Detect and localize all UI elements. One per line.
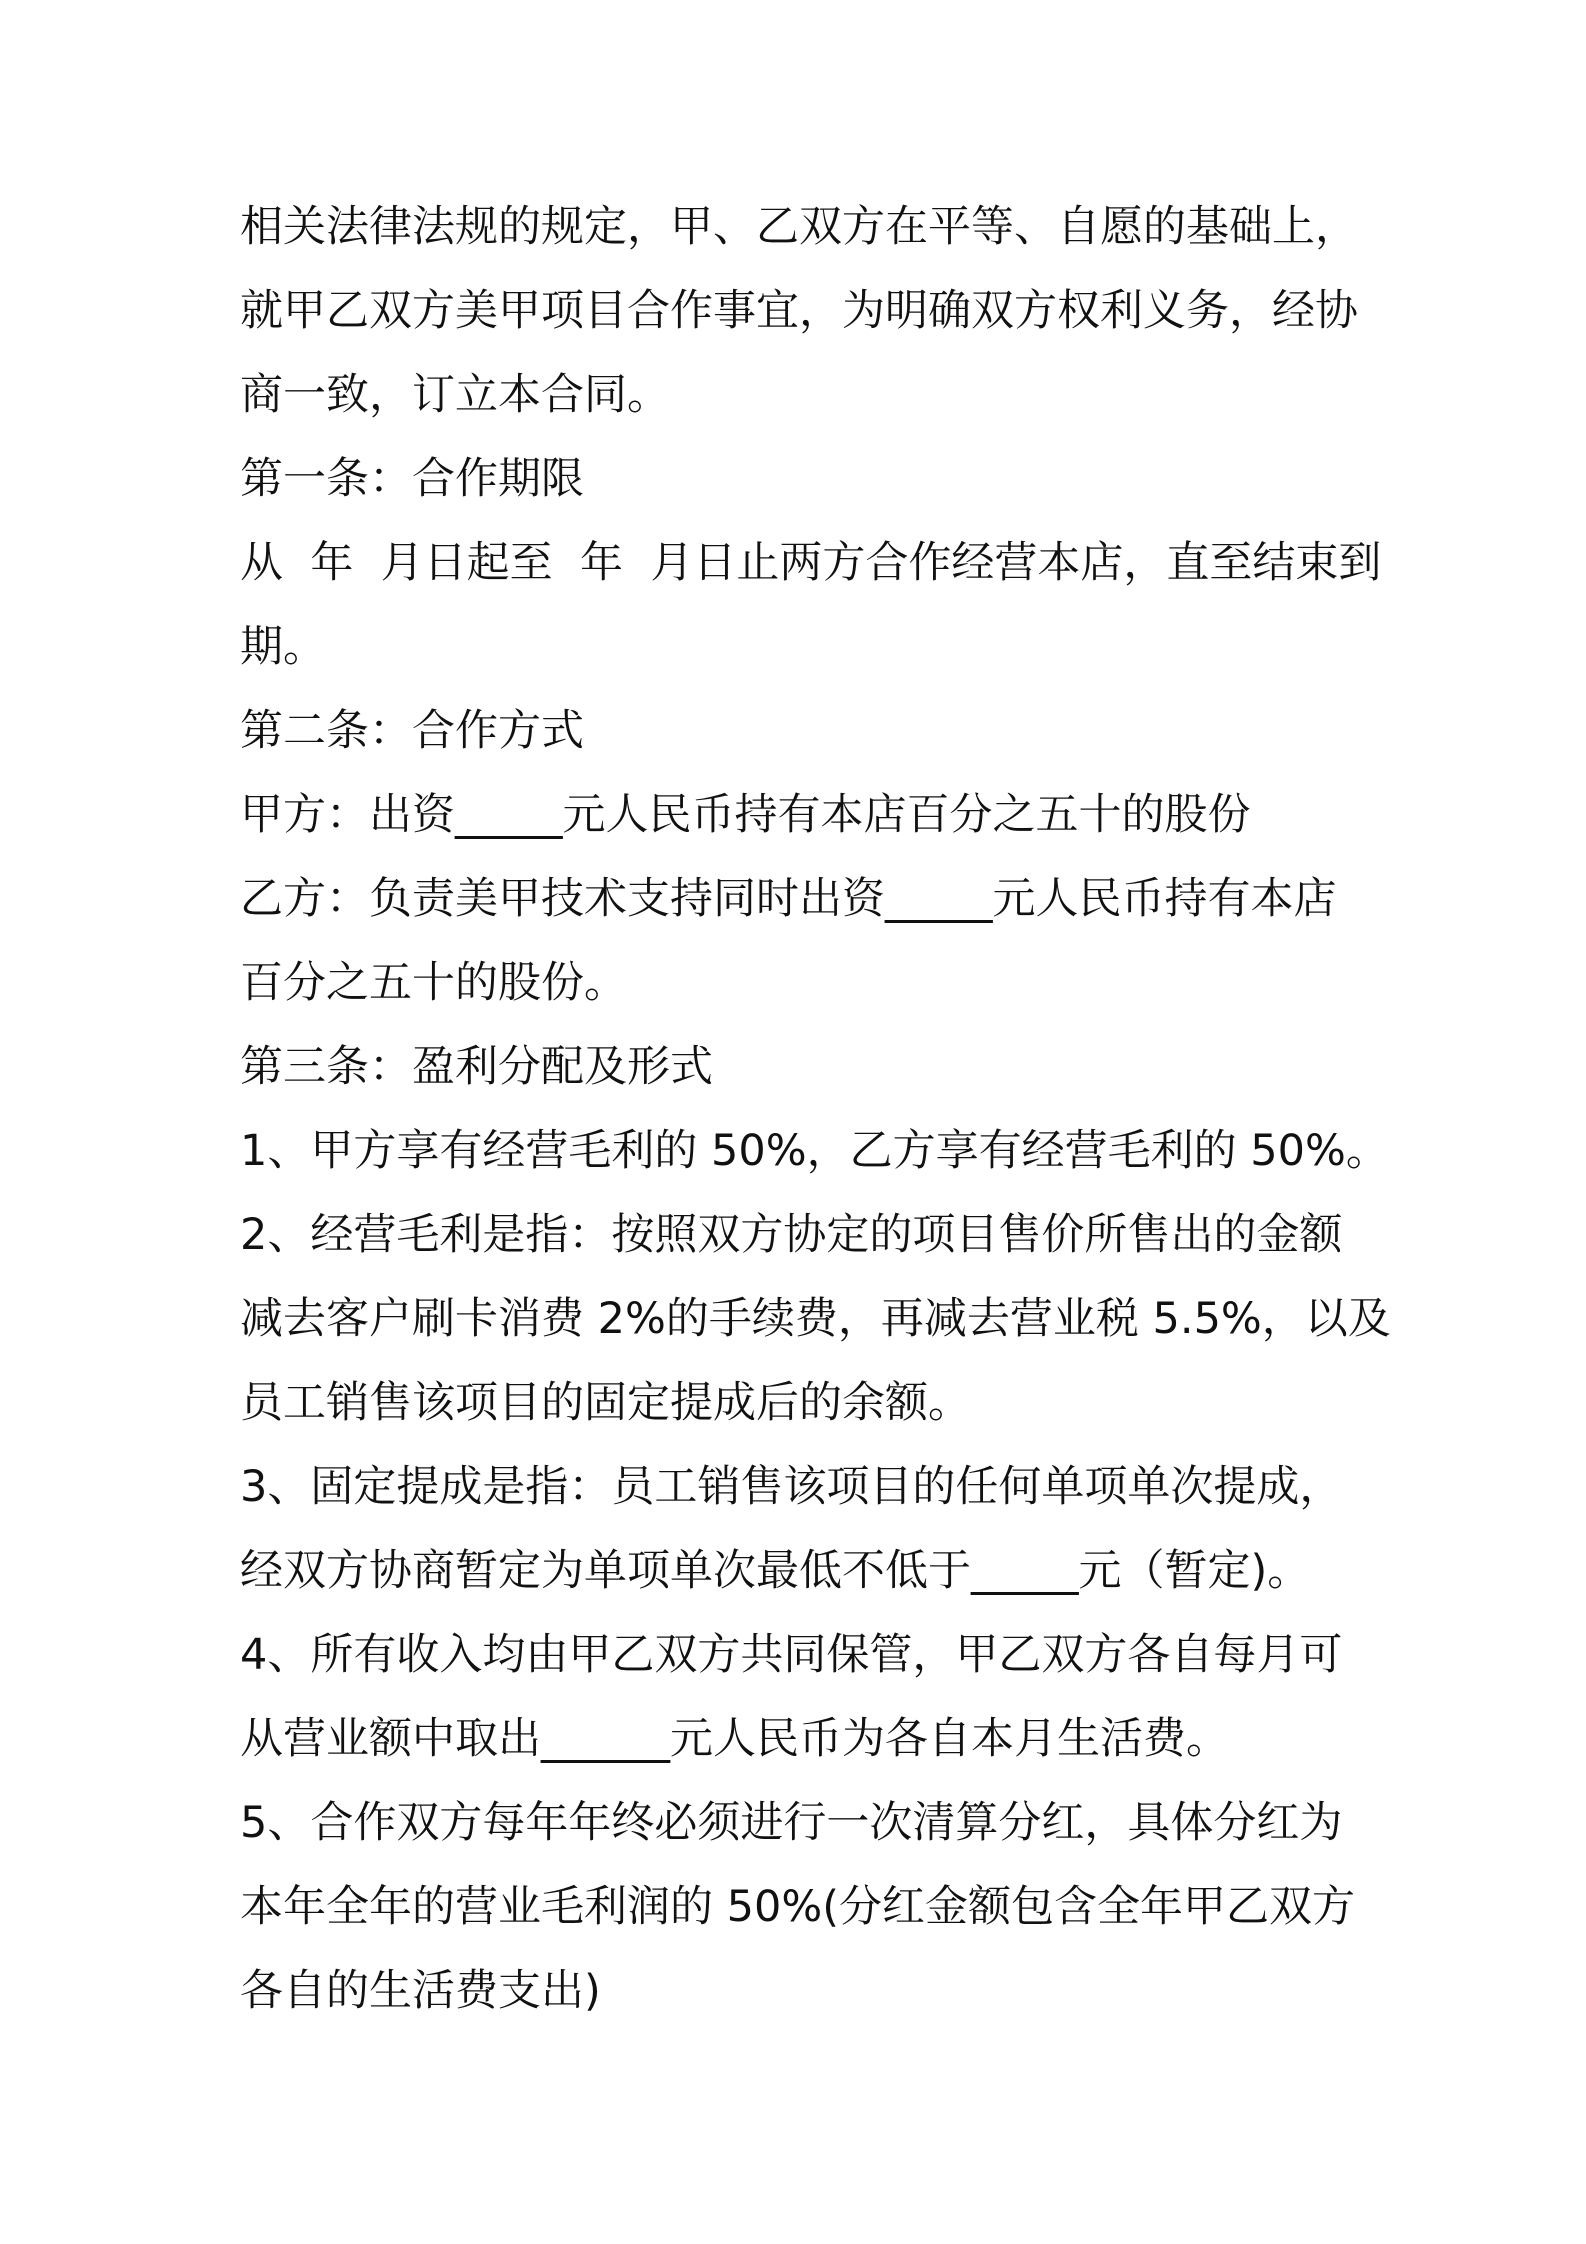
text-line: 商一致，订立本合同。 bbox=[240, 370, 670, 420]
section-heading-profit: 第三条：盈利分配及形式 bbox=[240, 1042, 713, 1092]
text-line: 1、甲方享有经营毛利的 50%，乙方享有经营毛利的 50%。 bbox=[240, 1126, 1389, 1176]
section-heading-term: 第一条：合作期限 bbox=[240, 454, 584, 504]
text-line: 员工销售该项目的固定提成后的余额。 bbox=[240, 1378, 971, 1428]
text-line: 减去客户刷卡消费 2%的手续费，再减去营业税 5.5%，以及 bbox=[240, 1294, 1391, 1344]
text-line: 百分之五十的股份。 bbox=[240, 958, 627, 1008]
text-line: 2、经营毛利是指：按照双方协定的项目售价所售出的金额 bbox=[240, 1210, 1343, 1260]
section-heading-method: 第二条：合作方式 bbox=[240, 706, 584, 756]
text-line: 乙方：负责美甲技术支持同时出资_____元人民币持有本店 bbox=[240, 874, 1337, 924]
text-line: 各自的生活费支出) bbox=[240, 1966, 601, 2016]
text-line: 本年全年的营业毛利润的 50%(分红金额包含全年甲乙双方 bbox=[240, 1882, 1356, 1932]
text-line: 从 年 月日起至 年 月日止两方合作经营本店，直至结束到 bbox=[240, 538, 1382, 588]
text-line: 从营业额中取出______元人民币为各自本月生活费。 bbox=[240, 1714, 1229, 1764]
text-line: 5、合作双方每年年终必须进行一次清算分红，具体分红为 bbox=[240, 1798, 1343, 1848]
contract-text bbox=[240, 185, 1391, 2033]
text-line: 相关法律法规的规定，甲、乙双方在平等、自愿的基础上， bbox=[240, 202, 1358, 252]
text-line: 4、所有收入均由甲乙双方共同保管，甲乙双方各自每月可 bbox=[240, 1630, 1343, 1680]
text-line: 3、固定提成是指：员工销售该项目的任何单项单次提成， bbox=[240, 1462, 1343, 1512]
text-line: 就甲乙双方美甲项目合作事宜，为明确双方权利义务，经协 bbox=[240, 286, 1358, 336]
text-line: 经双方协商暂定为单项单次最低不低于_____元（暂定)。 bbox=[240, 1546, 1311, 1596]
text-line: 甲方：出资_____元人民币持有本店百分之五十的股份 bbox=[240, 790, 1251, 840]
text-line: 期。 bbox=[240, 622, 326, 672]
